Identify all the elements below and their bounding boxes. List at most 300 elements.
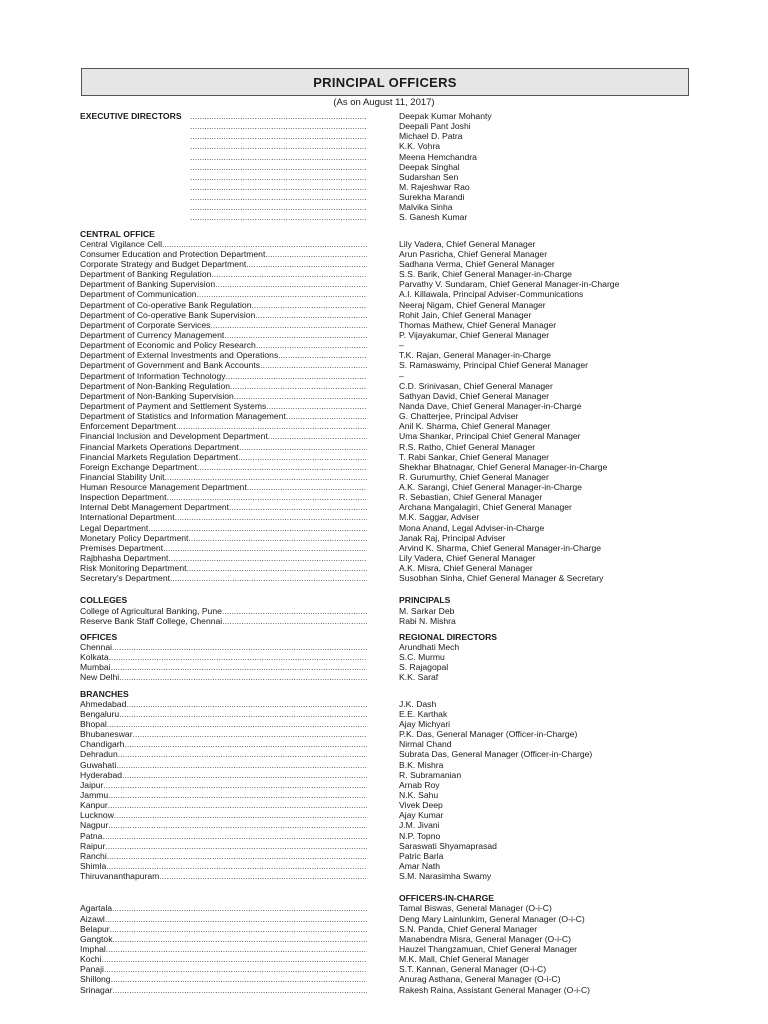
unit-name: Kanpur bbox=[80, 800, 108, 811]
list-row bbox=[80, 914, 700, 924]
officer-name: – bbox=[399, 340, 404, 351]
row-left bbox=[80, 269, 367, 279]
list-row bbox=[80, 810, 700, 820]
leader-dots bbox=[190, 152, 367, 162]
unit-name: Legal Department bbox=[80, 522, 149, 533]
officer-name: M. Rajeshwar Rao bbox=[399, 181, 470, 192]
leader-dots bbox=[111, 662, 367, 672]
leader-dots bbox=[110, 924, 367, 934]
row-indent bbox=[80, 162, 190, 172]
unit-name: Chennai bbox=[80, 642, 113, 653]
list-row bbox=[80, 954, 700, 964]
leader-dots bbox=[106, 861, 367, 871]
list-row bbox=[80, 141, 700, 151]
unit-name: Department of Government and Bank Accounts bbox=[80, 360, 261, 371]
list-row bbox=[80, 606, 700, 616]
officer-name: Meena Hemchandra bbox=[399, 151, 477, 162]
officer-name: C.D. Srinivasan, Chief General Manager bbox=[399, 380, 553, 391]
unit-name: Patna bbox=[80, 830, 103, 841]
row-left bbox=[80, 121, 367, 131]
list-row bbox=[80, 831, 700, 841]
list-row bbox=[80, 662, 700, 672]
list-row bbox=[80, 573, 700, 583]
list-row bbox=[80, 760, 700, 770]
unit-name: Department of Co-operative Bank Regulation bbox=[80, 299, 252, 310]
list-row bbox=[80, 462, 700, 472]
row-indent bbox=[80, 192, 190, 202]
leader-dots bbox=[239, 442, 367, 452]
officer-name: Deng Mary Lainlunkim, General Manager (O-i-C) bbox=[399, 913, 585, 924]
leader-dots bbox=[112, 642, 367, 652]
unit-name: Department of Currency Management bbox=[80, 329, 225, 340]
officer-name: S.S. Barik, Chief General Manager-in-Charge bbox=[399, 269, 572, 280]
officer-name: Uma Shankar, Principal Chief General Manager bbox=[399, 431, 581, 442]
unit-name: Mumbai bbox=[80, 662, 111, 673]
list-row bbox=[80, 563, 700, 573]
leader-dots bbox=[102, 954, 368, 964]
leader-dots bbox=[266, 401, 367, 411]
officer-name: A.K. Misra, Chief General Manager bbox=[399, 563, 533, 574]
list-row bbox=[80, 689, 700, 699]
row-left bbox=[80, 924, 367, 934]
officer-name: Janak Raj, Principal Adviser bbox=[399, 532, 506, 543]
unit-name: Central Vigilance Cell bbox=[80, 238, 163, 249]
list-row bbox=[80, 381, 700, 391]
unit-name: Financial Markets Regulation Department bbox=[80, 451, 239, 462]
list-row bbox=[80, 770, 700, 780]
officer-name: Mona Anand, Legal Adviser-in-Charge bbox=[399, 522, 545, 533]
row-left bbox=[80, 699, 367, 709]
unit-name: Department of Economic and Policy Research bbox=[80, 340, 256, 351]
unit-name: Department of Banking Regulation bbox=[80, 269, 212, 280]
column-heading bbox=[399, 689, 700, 699]
officer-name: Michael D. Patra bbox=[399, 131, 463, 142]
list-row bbox=[80, 729, 700, 739]
officer-name: S. Ramaswamy, Principal Chief General Manager bbox=[399, 360, 588, 371]
unit-name: Financial Stability Unit bbox=[80, 471, 165, 482]
list-row bbox=[80, 800, 700, 810]
list-row bbox=[80, 239, 700, 249]
row-indent bbox=[80, 172, 190, 182]
leader-dots bbox=[215, 279, 367, 289]
column-heading bbox=[399, 229, 700, 239]
list-row bbox=[80, 421, 700, 431]
leader-dots bbox=[265, 249, 367, 259]
leader-dots bbox=[278, 350, 367, 360]
unit-name: Shimla bbox=[80, 860, 107, 871]
row-indent bbox=[80, 121, 190, 131]
officer-name: K.K. Saraf bbox=[399, 672, 439, 683]
row-left bbox=[80, 709, 367, 719]
row-indent bbox=[80, 202, 190, 212]
leader-dots bbox=[260, 360, 367, 370]
unit-name: Inspection Department bbox=[80, 492, 167, 503]
officer-name: R. Sebastian, Chief General Manager bbox=[399, 492, 543, 503]
unit-name: Gangtok bbox=[80, 933, 113, 944]
row-left bbox=[80, 831, 367, 841]
officer-name: M.K. Mall, Chief General Manager bbox=[399, 954, 529, 965]
row-left bbox=[80, 563, 367, 573]
list-row bbox=[80, 289, 700, 299]
list-row bbox=[80, 642, 700, 652]
list-row bbox=[80, 391, 700, 401]
leader-dots bbox=[108, 800, 367, 810]
list-row bbox=[80, 699, 700, 709]
officer-name: T. Rabi Sankar, Chief General Manager bbox=[399, 451, 549, 462]
officer-name: S.N. Panda, Chief General Manager bbox=[399, 923, 538, 934]
row-left bbox=[80, 606, 367, 616]
row-left bbox=[80, 533, 367, 543]
row-left bbox=[80, 861, 367, 871]
unit-name: Jaipur bbox=[80, 779, 104, 790]
list-row bbox=[80, 131, 700, 141]
unit-name: Enforcement Department bbox=[80, 421, 177, 432]
row-left bbox=[80, 162, 367, 172]
list-row bbox=[80, 320, 700, 330]
officer-name: Sadhana Verma, Chief General Manager bbox=[399, 258, 555, 269]
unit-name: New Delhi bbox=[80, 672, 120, 683]
officer-name: E.E. Karthak bbox=[399, 708, 448, 719]
officer-name: R.S. Ratho, Chief General Manager bbox=[399, 441, 536, 452]
unit-name: Hyderabad bbox=[80, 769, 123, 780]
row-left bbox=[80, 985, 367, 995]
page-title: PRINCIPAL OFFICERS bbox=[81, 68, 689, 96]
officer-name: G. Chatterjee, Principal Adviser bbox=[399, 411, 519, 422]
list-row bbox=[80, 249, 700, 259]
officer-name: R. Gurumurthy, Chief General Manager bbox=[399, 471, 549, 482]
row-left bbox=[80, 172, 367, 182]
column-heading: REGIONAL DIRECTORS bbox=[399, 631, 498, 642]
officer-name: Susobhan Sinha, Chief General Manager & Secretary bbox=[399, 573, 604, 584]
unit-name: Lucknow bbox=[80, 810, 114, 821]
row-left bbox=[80, 141, 367, 151]
officer-name: Amar Nath bbox=[399, 860, 441, 871]
unit-name: Dehradun bbox=[80, 749, 118, 760]
section-gap bbox=[80, 583, 700, 595]
list-row bbox=[80, 893, 700, 903]
leader-dots bbox=[226, 371, 367, 381]
unit-name: Risk Monitoring Department bbox=[80, 563, 187, 574]
list-row bbox=[80, 111, 700, 121]
officer-name: Sudarshan Sen bbox=[399, 171, 459, 182]
row-left bbox=[80, 729, 367, 739]
list-row bbox=[80, 442, 700, 452]
list-row bbox=[80, 652, 700, 662]
unit-name: Financial Inclusion and Development Department bbox=[80, 431, 268, 442]
unit-name: Department of Communication bbox=[80, 289, 197, 300]
unit-name: International Department bbox=[80, 512, 175, 523]
leader-dots bbox=[122, 770, 367, 780]
row-left bbox=[80, 616, 367, 626]
unit-name: Department of Banking Supervision bbox=[80, 279, 216, 290]
leader-dots bbox=[105, 841, 367, 851]
leader-dots bbox=[190, 182, 367, 192]
leader-dots bbox=[113, 934, 368, 944]
list-row bbox=[80, 553, 700, 563]
list-row bbox=[80, 632, 700, 642]
officer-name: Vivek Deep bbox=[399, 800, 443, 811]
row-left bbox=[80, 442, 367, 452]
officer-name: Ajay Kumar bbox=[399, 810, 444, 821]
leader-dots bbox=[188, 533, 367, 543]
row-left bbox=[80, 131, 367, 141]
section-heading: EXECUTIVE DIRECTORS bbox=[80, 111, 182, 121]
leader-dots bbox=[102, 831, 367, 841]
officer-name: T.K. Rajan, General Manager-in-Charge bbox=[399, 350, 551, 361]
leader-dots bbox=[170, 573, 367, 583]
row-left bbox=[80, 350, 367, 360]
unit-name: Bhopal bbox=[80, 719, 107, 730]
leader-dots bbox=[162, 239, 367, 249]
unit-name: Thiruvananthapuram bbox=[80, 871, 160, 882]
list-row bbox=[80, 820, 700, 830]
row-left bbox=[80, 289, 367, 299]
list-row bbox=[80, 616, 700, 626]
row-left bbox=[80, 851, 367, 861]
officer-name: S. Ganesh Kumar bbox=[399, 212, 468, 223]
row-left bbox=[80, 595, 367, 605]
leader-dots bbox=[111, 974, 367, 984]
row-left bbox=[80, 152, 367, 162]
leader-dots bbox=[108, 790, 367, 800]
unit-name: Consumer Education and Protection Department bbox=[80, 248, 266, 259]
leader-dots bbox=[252, 300, 368, 310]
leader-dots bbox=[190, 162, 367, 172]
leader-dots bbox=[163, 543, 367, 553]
leader-dots bbox=[247, 482, 367, 492]
row-indent bbox=[80, 141, 190, 151]
officer-name: Neeraj Nigam, Chief General Manager bbox=[399, 299, 546, 310]
list-row bbox=[80, 401, 700, 411]
row-left bbox=[80, 371, 367, 381]
row-left bbox=[80, 111, 367, 121]
unit-name: Panaji bbox=[80, 964, 104, 975]
row-left bbox=[80, 340, 367, 350]
officer-name: Nanda Dave, Chief General Manager-in-Charge bbox=[399, 400, 582, 411]
row-left bbox=[80, 954, 367, 964]
leader-dots bbox=[234, 391, 367, 401]
officer-name: Deepak Kumar Mohanty bbox=[399, 111, 492, 121]
row-left bbox=[80, 760, 367, 770]
unit-name: Financial Markets Operations Department bbox=[80, 441, 240, 452]
list-row bbox=[80, 709, 700, 719]
leader-dots bbox=[197, 289, 367, 299]
officer-name: M.K. Saggar, Adviser bbox=[399, 512, 480, 523]
list-row bbox=[80, 330, 700, 340]
unit-name: Department of Corporate Services bbox=[80, 319, 211, 330]
leader-dots bbox=[197, 462, 367, 472]
section-heading: CENTRAL OFFICE bbox=[80, 228, 155, 239]
leader-dots bbox=[190, 202, 367, 212]
leader-dots bbox=[175, 512, 367, 522]
leader-dots bbox=[224, 330, 367, 340]
unit-name: Bhubaneswar bbox=[80, 729, 133, 740]
leader-dots bbox=[104, 964, 367, 974]
section-heading: BRANCHES bbox=[80, 688, 129, 699]
officer-name: N.K. Sahu bbox=[399, 790, 439, 800]
list-row bbox=[80, 672, 700, 682]
leader-dots bbox=[166, 492, 367, 502]
officer-name: Archana Mangalagiri, Chief General Manager bbox=[399, 502, 572, 513]
unit-name: Ranchi bbox=[80, 850, 107, 861]
row-indent bbox=[80, 152, 190, 162]
list-row bbox=[80, 212, 700, 222]
unit-name: Rajbhasha Department bbox=[80, 553, 169, 564]
row-left bbox=[80, 310, 367, 320]
row-left bbox=[80, 512, 367, 522]
list-row bbox=[80, 492, 700, 502]
row-left bbox=[80, 279, 367, 289]
officer-name: S. Rajagopal bbox=[399, 662, 449, 673]
leader-dots bbox=[222, 616, 367, 626]
officer-name: R. Subramanian bbox=[399, 769, 462, 780]
leader-dots bbox=[246, 259, 367, 269]
list-row bbox=[80, 192, 700, 202]
list-row bbox=[80, 924, 700, 934]
list-row bbox=[80, 871, 700, 881]
row-left bbox=[80, 492, 367, 502]
list-row bbox=[80, 533, 700, 543]
officer-name: A.K. Sarangi, Chief General Manager-in-Charge bbox=[399, 482, 582, 493]
list-row bbox=[80, 790, 700, 800]
unit-name: Agartala bbox=[80, 903, 113, 914]
officer-name: J.M. Jivani bbox=[399, 820, 440, 831]
leader-dots bbox=[222, 606, 367, 616]
officer-name: Hauzel Thangzamuan, Chief General Manager bbox=[399, 943, 578, 954]
officer-name: Malvika Sinha bbox=[399, 202, 453, 213]
leader-dots bbox=[176, 421, 367, 431]
leader-dots bbox=[108, 820, 367, 830]
column-heading: OFFICERS-IN-CHARGE bbox=[399, 893, 495, 904]
officer-name: Deepak Singhal bbox=[399, 161, 460, 172]
list-row bbox=[80, 964, 700, 974]
row-left bbox=[80, 431, 367, 441]
list-row bbox=[80, 595, 700, 605]
unit-name: Raipur bbox=[80, 840, 106, 851]
list-row bbox=[80, 749, 700, 759]
officer-name: Deepali Pant Joshi bbox=[399, 121, 471, 132]
leader-dots bbox=[229, 502, 367, 512]
officer-name: Rakesh Raina, Assistant General Manager (O-i-C) bbox=[399, 984, 591, 995]
officer-name: Shekhar Bhatnagar, Chief General Manager-in-Charge bbox=[399, 461, 608, 472]
list-row bbox=[80, 739, 700, 749]
list-row bbox=[80, 360, 700, 370]
column-heading: PRINCIPALS bbox=[399, 595, 451, 606]
row-left bbox=[80, 780, 367, 790]
list-row bbox=[80, 543, 700, 553]
leader-dots bbox=[190, 121, 367, 131]
leader-dots bbox=[190, 192, 367, 202]
leader-dots bbox=[112, 903, 367, 913]
row-left bbox=[80, 472, 367, 482]
leader-dots bbox=[190, 141, 367, 151]
row-left bbox=[80, 553, 367, 563]
officer-name: J.K. Dash bbox=[399, 698, 437, 709]
row-left bbox=[80, 662, 367, 672]
officer-name: S.C. Murmu bbox=[399, 652, 445, 663]
row-left bbox=[80, 502, 367, 512]
list-row bbox=[80, 121, 700, 131]
row-left bbox=[80, 642, 367, 652]
leader-dots bbox=[190, 111, 367, 121]
officer-name: Ajay Michyari bbox=[399, 719, 451, 730]
officer-name: Rabi N. Mishra bbox=[399, 615, 456, 626]
row-left bbox=[80, 421, 367, 431]
row-left bbox=[80, 800, 367, 810]
leader-dots bbox=[190, 172, 367, 182]
leader-dots bbox=[116, 760, 367, 770]
officer-name: Anil K. Sharma, Chief General Manager bbox=[399, 421, 551, 432]
officer-name: Arun Pasricha, Chief General Manager bbox=[399, 248, 548, 259]
row-left bbox=[80, 411, 367, 421]
row-left bbox=[80, 300, 367, 310]
officer-name: Arvind K. Sharma, Chief General Manager-in-Charge bbox=[399, 542, 602, 553]
unit-name: Department of Co-operative Bank Supervision bbox=[80, 309, 256, 320]
officer-name: Thomas Mathew, Chief General Manager bbox=[399, 319, 557, 330]
row-left bbox=[80, 523, 367, 533]
unit-name: Foreign Exchange Department bbox=[80, 461, 198, 472]
unit-name: Monetary Policy Department bbox=[80, 532, 189, 543]
section-heading: COLLEGES bbox=[80, 595, 128, 606]
row-left bbox=[80, 192, 367, 202]
unit-name: Nagpur bbox=[80, 820, 109, 831]
row-indent bbox=[80, 212, 190, 222]
officer-name: Patric Barla bbox=[399, 850, 444, 861]
list-row bbox=[80, 985, 700, 995]
list-row bbox=[80, 841, 700, 851]
officer-name: A.I. Killawala, Principal Adviser-Communications bbox=[399, 289, 584, 300]
leader-dots bbox=[119, 672, 367, 682]
row-left bbox=[80, 401, 367, 411]
list-row bbox=[80, 431, 700, 441]
row-left bbox=[80, 202, 367, 212]
row-left bbox=[80, 944, 367, 954]
row-left bbox=[80, 229, 367, 239]
unit-name: Guwahati bbox=[80, 759, 117, 770]
unit-name: Ahmedabad bbox=[80, 698, 127, 709]
list-row bbox=[80, 523, 700, 533]
row-indent bbox=[80, 131, 190, 141]
row-left bbox=[80, 739, 367, 749]
officer-name: Tamal Biswas, General Manager (O-i-C) bbox=[399, 903, 552, 914]
leader-dots bbox=[168, 553, 367, 563]
officer-name: P.K. Das, General Manager (Officer-in-Charge) bbox=[399, 729, 578, 740]
list-row bbox=[80, 851, 700, 861]
officer-name: Rohit Jain, Chief General Manager bbox=[399, 309, 532, 320]
row-left bbox=[80, 719, 367, 729]
unit-name: Kolkata bbox=[80, 652, 109, 663]
row-left bbox=[80, 632, 367, 642]
row-left bbox=[80, 810, 367, 820]
unit-name: Department of Information Technology bbox=[80, 370, 226, 381]
row-indent bbox=[80, 182, 190, 192]
officer-name: Lily Vadera, Chief General Manager bbox=[399, 553, 536, 564]
leader-dots bbox=[106, 944, 367, 954]
officer-name: Manabendra Misra, General Manager (O-i-C) bbox=[399, 933, 571, 944]
list-row bbox=[80, 202, 700, 212]
unit-name: Internal Debt Management Department bbox=[80, 502, 230, 513]
leader-dots bbox=[256, 340, 367, 350]
unit-name: Bengaluru bbox=[80, 708, 120, 719]
officer-name: N.P. Topno bbox=[399, 830, 441, 841]
row-left bbox=[80, 360, 367, 370]
leader-dots bbox=[268, 431, 367, 441]
unit-name: Secretary's Department bbox=[80, 573, 170, 584]
officer-name: Nirmal Chand bbox=[399, 739, 452, 750]
leader-dots bbox=[118, 749, 367, 759]
list-row bbox=[80, 482, 700, 492]
list-row bbox=[80, 944, 700, 954]
